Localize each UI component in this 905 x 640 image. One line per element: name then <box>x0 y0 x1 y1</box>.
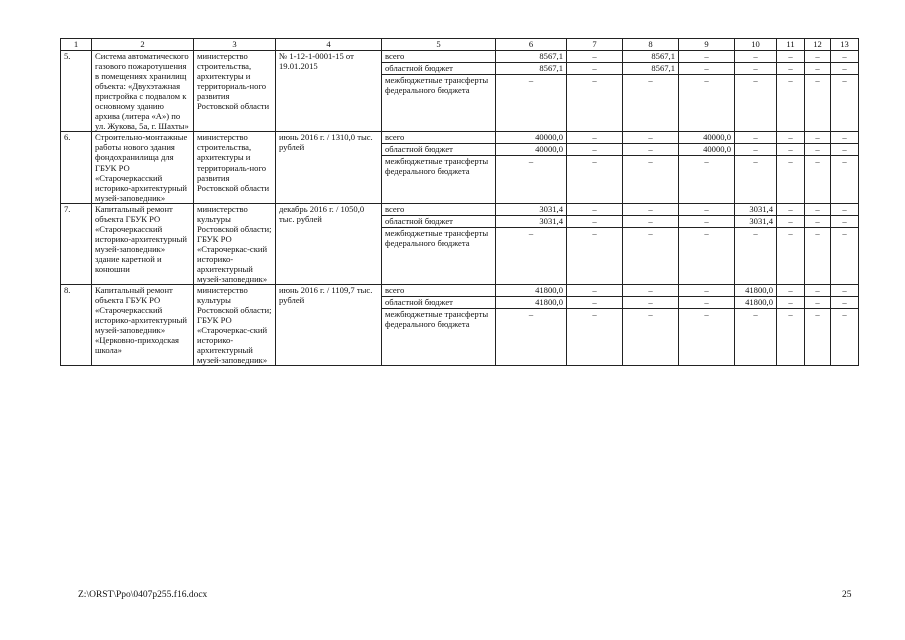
amount-cell: 3031,4 <box>496 215 567 227</box>
amount-cell: – <box>805 203 831 215</box>
amount-cell: – <box>805 156 831 203</box>
amount-cell: – <box>805 144 831 156</box>
responsible-organization: министерство строительства, архитектуры и территориаль-ного развития Ростовской области <box>194 51 276 132</box>
funding-source: областной бюджет <box>382 144 496 156</box>
document-cost: июнь 2016 г. / 1109,7 тыс. рублей <box>276 285 382 366</box>
amount-cell: – <box>831 203 859 215</box>
amount-cell: – <box>567 144 623 156</box>
amount-cell: – <box>777 51 805 63</box>
amount-cell: – <box>567 203 623 215</box>
column-number-header: 5 <box>382 39 496 51</box>
amount-cell: 3031,4 <box>735 215 777 227</box>
column-number-header: 6 <box>496 39 567 51</box>
funding-source: всего <box>382 132 496 144</box>
amount-cell: – <box>679 51 735 63</box>
amount-cell: – <box>679 297 735 309</box>
column-number-header: 12 <box>805 39 831 51</box>
amount-cell: – <box>805 215 831 227</box>
amount-cell: – <box>567 297 623 309</box>
amount-cell: – <box>567 215 623 227</box>
column-number-header: 11 <box>777 39 805 51</box>
amount-cell: 8567,1 <box>496 63 567 75</box>
amount-cell: – <box>735 227 777 284</box>
program-table <box>60 38 859 366</box>
amount-cell: 8567,1 <box>623 51 679 63</box>
document-cost: № 1-12-1-0001-15 от 19.01.2015 <box>276 51 382 132</box>
column-number-header: 8 <box>623 39 679 51</box>
amount-cell: 40000,0 <box>496 144 567 156</box>
table-row <box>61 285 859 297</box>
column-number-header: 9 <box>679 39 735 51</box>
funding-source: областной бюджет <box>382 297 496 309</box>
amount-cell: – <box>735 132 777 144</box>
amount-cell: – <box>831 227 859 284</box>
amount-cell: – <box>679 156 735 203</box>
column-number-row <box>61 39 859 51</box>
amount-cell: – <box>623 132 679 144</box>
amount-cell: – <box>623 297 679 309</box>
amount-cell: – <box>496 75 567 132</box>
amount-cell: – <box>567 75 623 132</box>
column-number-header: 10 <box>735 39 777 51</box>
column-number-header: 13 <box>831 39 859 51</box>
amount-cell: 40000,0 <box>679 144 735 156</box>
amount-cell: – <box>679 203 735 215</box>
amount-cell: – <box>805 285 831 297</box>
amount-cell: – <box>679 227 735 284</box>
column-number-header: 7 <box>567 39 623 51</box>
responsible-organization: министерство культуры Ростовской области; ГБУК РО «Старочеркас-ский историко-архитектурный музей-заповедник» <box>194 203 276 284</box>
funding-source: всего <box>382 51 496 63</box>
amount-cell: 41800,0 <box>735 297 777 309</box>
object-name: Система автоматического газового пожаротушения в помещениях хранилищ объекта: «Двухэтажная пристройка с подвалом к основному зданию архива (литера «А») по ул. Жукова, 5а, г. Шахты» <box>92 51 194 132</box>
amount-cell: – <box>777 297 805 309</box>
amount-cell: – <box>777 309 805 366</box>
amount-cell: – <box>777 203 805 215</box>
table-body <box>61 39 859 366</box>
document-cost: декабрь 2016 г. / 1050,0 тыс. рублей <box>276 203 382 284</box>
amount-cell: – <box>567 309 623 366</box>
amount-cell: – <box>679 63 735 75</box>
amount-cell: – <box>805 132 831 144</box>
amount-cell: – <box>777 215 805 227</box>
responsible-organization: министерство культуры Ростовской области; ГБУК РО «Старочеркас-ский историко-архитектурный музей-заповедник» <box>194 285 276 366</box>
amount-cell: – <box>777 144 805 156</box>
amount-cell: 41800,0 <box>496 297 567 309</box>
funding-source: всего <box>382 203 496 215</box>
amount-cell: – <box>735 309 777 366</box>
object-name: Капитальный ремонт объекта ГБУК РО «Старочеркасский историко-архитектурный музей-заповедник» «Церковно-приходская школа» <box>92 285 194 366</box>
amount-cell: – <box>567 156 623 203</box>
amount-cell: – <box>831 144 859 156</box>
amount-cell: – <box>496 156 567 203</box>
amount-cell: 41800,0 <box>735 285 777 297</box>
amount-cell: – <box>735 51 777 63</box>
table-row <box>61 203 859 215</box>
amount-cell: – <box>567 132 623 144</box>
amount-cell: – <box>496 227 567 284</box>
amount-cell: – <box>567 285 623 297</box>
amount-cell: 3031,4 <box>496 203 567 215</box>
amount-cell: – <box>679 75 735 132</box>
amount-cell: – <box>496 309 567 366</box>
amount-cell: – <box>805 75 831 132</box>
funding-source: областной бюджет <box>382 63 496 75</box>
amount-cell: – <box>679 309 735 366</box>
row-number: 6. <box>61 132 92 203</box>
amount-cell: – <box>831 297 859 309</box>
funding-source: всего <box>382 285 496 297</box>
table-row <box>61 132 859 144</box>
amount-cell: – <box>567 51 623 63</box>
funding-source: межбюджетные трансферты федерального бюджета <box>382 75 496 132</box>
file-path: Z:\ORST\Ppo\0407p255.f16.docx <box>78 590 208 600</box>
amount-cell: – <box>777 132 805 144</box>
amount-cell: – <box>831 285 859 297</box>
object-name: Капитальный ремонт объекта ГБУК РО «Старочеркасский историко-архитектурный музей-заповедник» здание каретной и конюшни <box>92 203 194 284</box>
amount-cell: – <box>623 215 679 227</box>
column-number-header: 1 <box>61 39 92 51</box>
amount-cell: 8567,1 <box>496 51 567 63</box>
row-number: 7. <box>61 203 92 284</box>
responsible-organization: министерство строительства, архитектуры и территориаль-ного развития Ростовской области <box>194 132 276 203</box>
amount-cell: 41800,0 <box>496 285 567 297</box>
amount-cell: – <box>805 297 831 309</box>
amount-cell: – <box>623 309 679 366</box>
amount-cell: – <box>805 51 831 63</box>
row-number: 8. <box>61 285 92 366</box>
amount-cell: – <box>623 285 679 297</box>
amount-cell: – <box>623 144 679 156</box>
amount-cell: – <box>623 203 679 215</box>
amount-cell: – <box>735 144 777 156</box>
document-cost: июнь 2016 г. / 1310,0 тыс. рублей <box>276 132 382 203</box>
funding-source: областной бюджет <box>382 215 496 227</box>
amount-cell: – <box>831 215 859 227</box>
amount-cell: – <box>777 227 805 284</box>
amount-cell: – <box>805 227 831 284</box>
amount-cell: – <box>567 227 623 284</box>
amount-cell: – <box>777 156 805 203</box>
amount-cell: – <box>777 285 805 297</box>
funding-source: межбюджетные трансферты федерального бюджета <box>382 156 496 203</box>
amount-cell: – <box>831 132 859 144</box>
amount-cell: – <box>567 63 623 75</box>
funding-source: межбюджетные трансферты федерального бюджета <box>382 309 496 366</box>
table-row <box>61 51 859 63</box>
amount-cell: – <box>831 63 859 75</box>
row-number: 5. <box>61 51 92 132</box>
amount-cell: 40000,0 <box>679 132 735 144</box>
amount-cell: – <box>805 63 831 75</box>
amount-cell: – <box>735 75 777 132</box>
amount-cell: – <box>735 156 777 203</box>
amount-cell: – <box>623 227 679 284</box>
page-number: 25 <box>842 590 852 600</box>
amount-cell: – <box>831 309 859 366</box>
amount-cell: – <box>831 156 859 203</box>
amount-cell: – <box>623 156 679 203</box>
column-number-header: 3 <box>194 39 276 51</box>
amount-cell: – <box>623 75 679 132</box>
amount-cell: – <box>777 63 805 75</box>
amount-cell: – <box>805 309 831 366</box>
amount-cell: – <box>679 285 735 297</box>
amount-cell: – <box>777 75 805 132</box>
funding-source: межбюджетные трансферты федерального бюджета <box>382 227 496 284</box>
amount-cell: – <box>679 215 735 227</box>
amount-cell: 40000,0 <box>496 132 567 144</box>
object-name: Строительно-монтажные работы нового здания фондохранилища для ГБУК РО «Старочеркасский историко-архитектурный музей-заповедник» <box>92 132 194 203</box>
amount-cell: – <box>735 63 777 75</box>
column-number-header: 2 <box>92 39 194 51</box>
column-number-header: 4 <box>276 39 382 51</box>
amount-cell: 3031,4 <box>735 203 777 215</box>
amount-cell: 8567,1 <box>623 63 679 75</box>
amount-cell: – <box>831 75 859 132</box>
amount-cell: – <box>831 51 859 63</box>
